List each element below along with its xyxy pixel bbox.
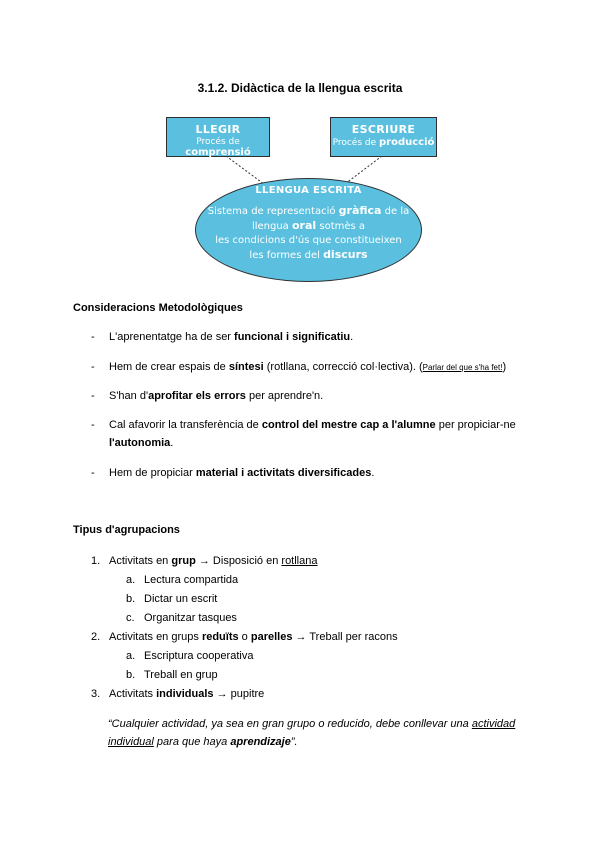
llegir-heading: LLEGIR	[195, 123, 241, 136]
escriure-heading: ESCRIURE	[351, 123, 416, 136]
llegir-box	[166, 117, 270, 157]
reading-writing-diagram	[0, 0, 600, 300]
quote: “Cualquier actividad, ya sea en gran grupo o reducido, debe conllevar una actividad individual para que haya aprendizaje”.	[108, 718, 516, 748]
groupings-heading: Tipus d'agrupacions	[73, 524, 180, 536]
llengua-escrita-heading: LLENGUA ESCRITA	[255, 185, 362, 196]
llegir-subtitle: Procés de comprensió	[185, 137, 251, 158]
escriure-subtitle: Procés de producció	[332, 137, 435, 148]
llengua-escrita-ellipse	[195, 178, 422, 282]
llengua-escrita-definition: Sistema de representació gràfica de la llengua oral sotmès a les condicions d'ús que constitueixen les formes del discurs	[207, 204, 410, 261]
page-title: 3.1.2. Didàctica de la llengua escrita	[197, 81, 403, 95]
considerations-heading: Consideracions Metodològiques	[73, 302, 243, 314]
escriure-box	[330, 117, 437, 157]
